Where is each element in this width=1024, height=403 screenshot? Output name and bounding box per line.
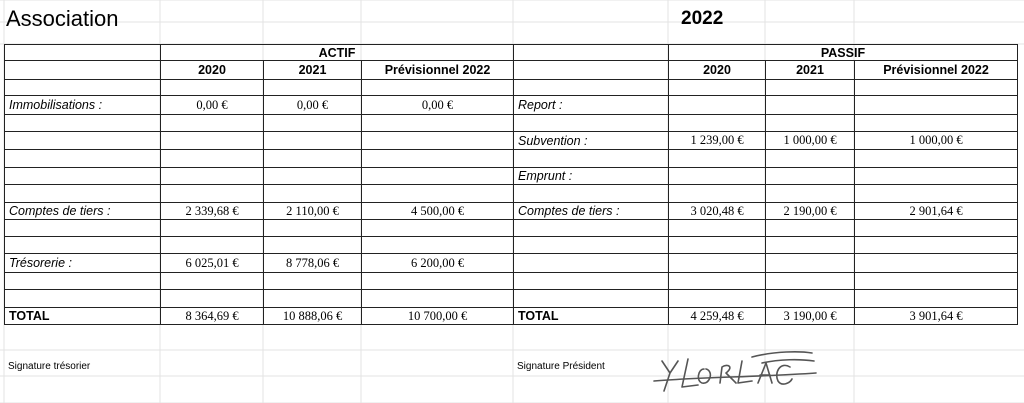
actif-total-2021: 10 888,06 € — [264, 308, 362, 325]
passif-total-prev-2022: 3 901,64 € — [855, 308, 1018, 325]
tresorerie-2020: 6 025,01 € — [161, 254, 264, 273]
report-label: Report : — [514, 96, 669, 115]
total-row — [5, 308, 1018, 325]
comptes-tiers-row — [5, 203, 1018, 220]
year-title: 2022 — [681, 8, 724, 29]
passif-comptes-tiers-prev-2022: 2 901,64 € — [855, 203, 1018, 220]
passif-heading: PASSIF — [669, 45, 1018, 61]
passif-col-prev-2022: Prévisionnel 2022 — [855, 61, 1018, 80]
spacer-row — [5, 185, 1018, 203]
tresorerie-row — [5, 254, 1018, 273]
passif-total-2021: 3 190,00 € — [766, 308, 855, 325]
immobilisations-label: Immobilisations : — [5, 96, 161, 115]
signature-president-label: Signature Président — [517, 361, 605, 372]
immobilisations-2020: 0,00 € — [161, 96, 264, 115]
actif-heading: ACTIF — [161, 45, 514, 61]
subvention-label: Subvention : — [514, 132, 669, 150]
immobilisations-prev-2022: 0,00 € — [362, 96, 514, 115]
passif-comptes-tiers-2021: 2 190,00 € — [766, 203, 855, 220]
spacer-row — [5, 290, 1018, 308]
subvention-prev-2022: 1 000,00 € — [855, 132, 1018, 150]
actif-col-prev-2022: Prévisionnel 2022 — [362, 61, 514, 80]
immobilisations-2021: 0,00 € — [264, 96, 362, 115]
actif-total-2020: 8 364,69 € — [161, 308, 264, 325]
actif-total-prev-2022: 10 700,00 € — [362, 308, 514, 325]
tresorerie-2021: 8 778,06 € — [264, 254, 362, 273]
spacer-row — [5, 273, 1018, 290]
passif-col-2020: 2020 — [669, 61, 766, 80]
passif-col-2021: 2021 — [766, 61, 855, 80]
emprunt-label: Emprunt : — [514, 168, 669, 185]
spacer-row — [5, 80, 1018, 96]
tresorerie-label: Trésorerie : — [5, 254, 161, 273]
spacer-row — [5, 237, 1018, 254]
cell-empty — [514, 61, 669, 80]
spacer-row — [5, 220, 1018, 237]
subvention-2020: 1 239,00 € — [669, 132, 766, 150]
cell-empty — [514, 45, 669, 61]
passif-comptes-tiers-label: Comptes de tiers : — [514, 203, 669, 220]
passif-total-label: TOTAL — [514, 308, 669, 325]
passif-comptes-tiers-2020: 3 020,48 € — [669, 203, 766, 220]
subvention-row — [5, 132, 1018, 150]
president-signature-scrawl — [640, 343, 825, 398]
immobilisations-row — [5, 96, 1018, 115]
balance-table — [4, 44, 1018, 325]
actif-col-2021: 2021 — [264, 61, 362, 80]
subvention-2021: 1 000,00 € — [766, 132, 855, 150]
heading-row — [5, 45, 1018, 61]
actif-total-label: TOTAL — [5, 308, 161, 325]
actif-comptes-tiers-2021: 2 110,00 € — [264, 203, 362, 220]
actif-col-2020: 2020 — [161, 61, 264, 80]
signature-tresorier-label: Signature trésorier — [8, 361, 91, 372]
actif-comptes-tiers-2020: 2 339,68 € — [161, 203, 264, 220]
spacer-row — [5, 150, 1018, 168]
tresorerie-prev-2022: 6 200,00 € — [362, 254, 514, 273]
spacer-row — [5, 115, 1018, 132]
actif-comptes-tiers-label: Comptes de tiers : — [5, 203, 161, 220]
columns-row — [5, 61, 1018, 80]
emprunt-row — [5, 168, 1018, 185]
association-title: Association — [6, 6, 119, 31]
actif-comptes-tiers-prev-2022: 4 500,00 € — [362, 203, 514, 220]
cell-empty — [5, 45, 161, 61]
cell-empty — [5, 61, 161, 80]
passif-total-2020: 4 259,48 € — [669, 308, 766, 325]
